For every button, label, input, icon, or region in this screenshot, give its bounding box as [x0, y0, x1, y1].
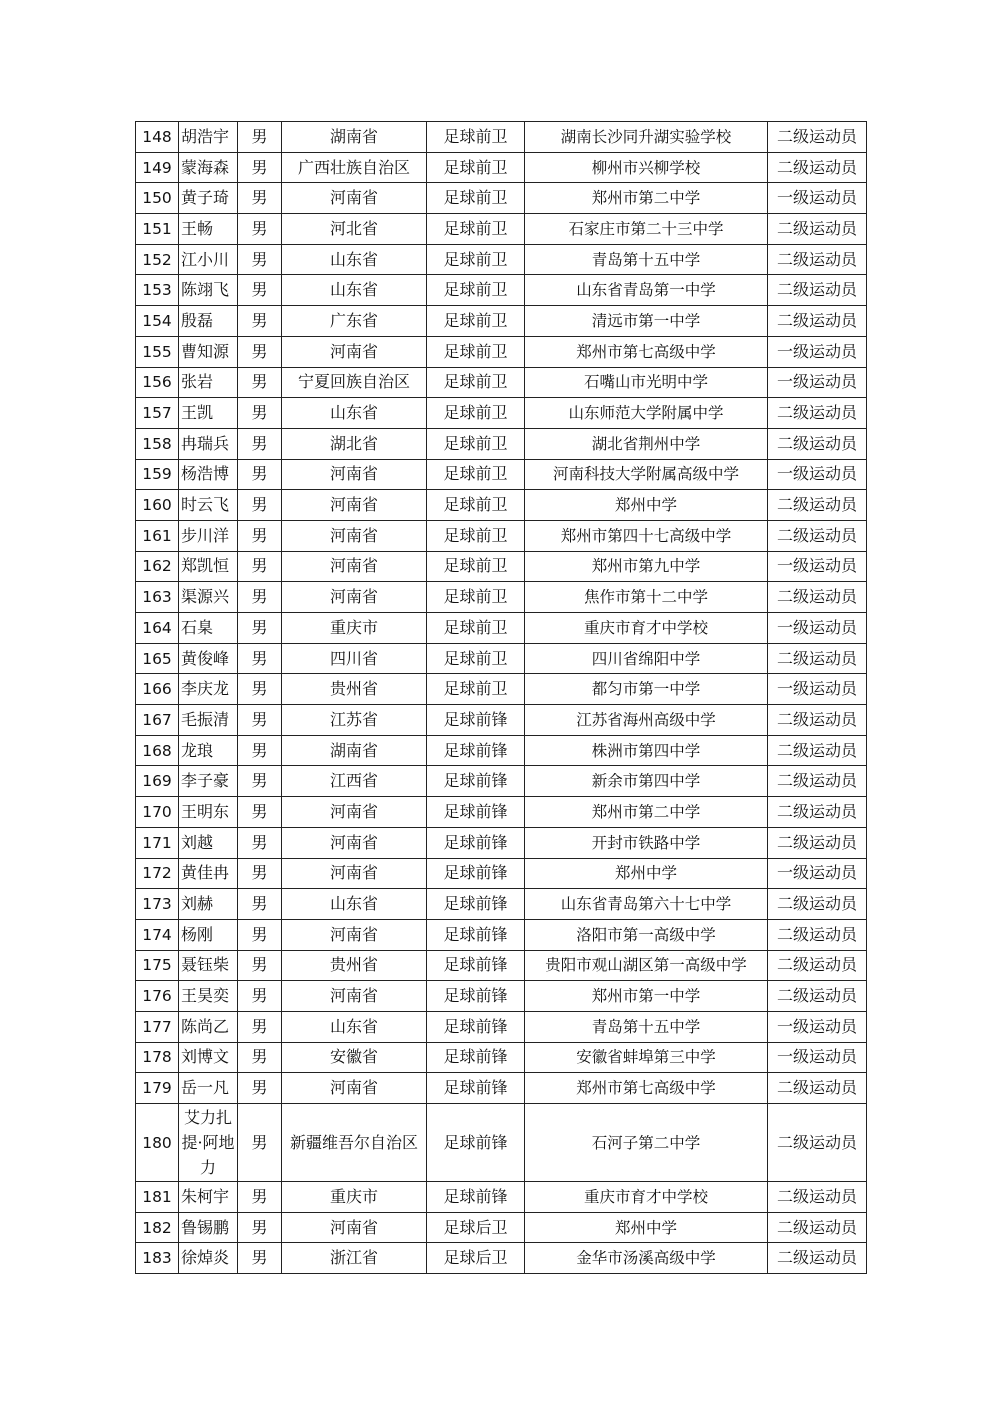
athlete-province: 山东省: [282, 1011, 427, 1042]
athlete-name: 毛振清: [179, 705, 238, 736]
athlete-level: 一级运动员: [768, 336, 867, 367]
row-number: 178: [136, 1042, 179, 1073]
athlete-name: 曹知源: [179, 336, 238, 367]
athlete-position: 足球前锋: [427, 827, 525, 858]
table-row: [136, 367, 867, 398]
athlete-gender: 男: [238, 889, 282, 920]
athlete-position: 足球前卫: [427, 490, 525, 521]
athlete-name: 郑凯恒: [179, 551, 238, 582]
table-row: [136, 152, 867, 183]
athlete-school: 清远市第一中学: [525, 306, 768, 337]
athlete-position: 足球前卫: [427, 367, 525, 398]
table-row: [136, 398, 867, 429]
athlete-gender: 男: [238, 520, 282, 551]
table-row: [136, 214, 867, 245]
row-number: 161: [136, 520, 179, 551]
athlete-level: 二级运动员: [768, 490, 867, 521]
row-number: 166: [136, 674, 179, 705]
row-number: 177: [136, 1011, 179, 1042]
athlete-province: 湖南省: [282, 735, 427, 766]
athlete-gender: 男: [238, 398, 282, 429]
athlete-province: 浙江省: [282, 1243, 427, 1274]
athlete-province: 河南省: [282, 183, 427, 214]
athlete-school: 郑州市第七高级中学: [525, 1073, 768, 1104]
athlete-name: 岳一凡: [179, 1073, 238, 1104]
athlete-roster-table: [135, 121, 867, 1274]
athlete-province: 河北省: [282, 214, 427, 245]
athlete-level: 二级运动员: [768, 766, 867, 797]
athlete-name: 冉瑞兵: [179, 428, 238, 459]
athlete-province: 山东省: [282, 398, 427, 429]
athlete-province: 山东省: [282, 275, 427, 306]
athlete-province: 河南省: [282, 1073, 427, 1104]
athlete-school: 开封市铁路中学: [525, 827, 768, 858]
athlete-name: 杨刚: [179, 919, 238, 950]
athlete-gender: 男: [238, 214, 282, 245]
athlete-level: 二级运动员: [768, 152, 867, 183]
athlete-position: 足球前锋: [427, 735, 525, 766]
row-number: 155: [136, 336, 179, 367]
table-row: [136, 1104, 867, 1182]
athlete-province: 河南省: [282, 797, 427, 828]
athlete-level: 二级运动员: [768, 1073, 867, 1104]
row-number: 153: [136, 275, 179, 306]
athlete-gender: 男: [238, 183, 282, 214]
athlete-province: 宁夏回族自治区: [282, 367, 427, 398]
athlete-gender: 男: [238, 797, 282, 828]
athlete-school: 洛阳市第一高级中学: [525, 919, 768, 950]
row-number: 168: [136, 735, 179, 766]
athlete-school: 郑州市第二中学: [525, 797, 768, 828]
athlete-school: 郑州中学: [525, 490, 768, 521]
athlete-name: 李庆龙: [179, 674, 238, 705]
athlete-position: 足球前锋: [427, 1104, 525, 1182]
athlete-province: 河南省: [282, 459, 427, 490]
table-row: [136, 919, 867, 950]
athlete-position: 足球前卫: [427, 520, 525, 551]
table-row: [136, 122, 867, 153]
table-row: [136, 858, 867, 889]
athlete-school: 山东师范大学附属中学: [525, 398, 768, 429]
athlete-gender: 男: [238, 1011, 282, 1042]
athlete-gender: 男: [238, 674, 282, 705]
athlete-level: 二级运动员: [768, 1182, 867, 1213]
table-row: [136, 981, 867, 1012]
athlete-gender: 男: [238, 551, 282, 582]
athlete-level: 二级运动员: [768, 1104, 867, 1182]
athlete-level: 二级运动员: [768, 950, 867, 981]
athlete-gender: 男: [238, 613, 282, 644]
athlete-school: 株洲市第四中学: [525, 735, 768, 766]
athlete-school: 重庆市育才中学校: [525, 1182, 768, 1213]
athlete-school: 郑州中学: [525, 1212, 768, 1243]
athlete-name: 徐焯炎: [179, 1243, 238, 1274]
athlete-name: 李子豪: [179, 766, 238, 797]
athlete-gender: 男: [238, 428, 282, 459]
table-row: [136, 1182, 867, 1213]
table-row: [136, 244, 867, 275]
athlete-gender: 男: [238, 919, 282, 950]
athlete-name: 蒙海森: [179, 152, 238, 183]
athlete-name: 张岩: [179, 367, 238, 398]
athlete-school: 都匀市第一中学: [525, 674, 768, 705]
table-row: [136, 428, 867, 459]
athlete-name: 刘博文: [179, 1042, 238, 1073]
athlete-level: 二级运动员: [768, 889, 867, 920]
athlete-position: 足球前锋: [427, 766, 525, 797]
athlete-name: 黄俊峰: [179, 643, 238, 674]
table-row: [136, 827, 867, 858]
athlete-school: 青岛第十五中学: [525, 1011, 768, 1042]
row-number: 150: [136, 183, 179, 214]
table-row: [136, 1212, 867, 1243]
athlete-gender: 男: [238, 766, 282, 797]
athlete-name: 时云飞: [179, 490, 238, 521]
athlete-position: 足球前卫: [427, 643, 525, 674]
athlete-position: 足球前卫: [427, 551, 525, 582]
athlete-province: 河南省: [282, 827, 427, 858]
athlete-province: 重庆市: [282, 613, 427, 644]
athlete-position: 足球后卫: [427, 1212, 525, 1243]
row-number: 179: [136, 1073, 179, 1104]
athlete-name: 朱柯宇: [179, 1182, 238, 1213]
athlete-level: 二级运动员: [768, 797, 867, 828]
table-row: [136, 183, 867, 214]
row-number: 173: [136, 889, 179, 920]
row-number: 180: [136, 1104, 179, 1182]
table-row: [136, 275, 867, 306]
athlete-school: 郑州市第二中学: [525, 183, 768, 214]
athlete-name: 王畅: [179, 214, 238, 245]
athlete-position: 足球前锋: [427, 950, 525, 981]
athlete-gender: 男: [238, 152, 282, 183]
athlete-level: 二级运动员: [768, 306, 867, 337]
athlete-level: 二级运动员: [768, 981, 867, 1012]
athlete-level: 一级运动员: [768, 1011, 867, 1042]
athlete-level: 一级运动员: [768, 613, 867, 644]
athlete-province: 安徽省: [282, 1042, 427, 1073]
athlete-name: 江小川: [179, 244, 238, 275]
athlete-position: 足球前卫: [427, 336, 525, 367]
athlete-province: 江西省: [282, 766, 427, 797]
athlete-position: 足球前锋: [427, 919, 525, 950]
athlete-level: 二级运动员: [768, 520, 867, 551]
row-number: 175: [136, 950, 179, 981]
athlete-gender: 男: [238, 705, 282, 736]
athlete-school: 河南科技大学附属高级中学: [525, 459, 768, 490]
row-number: 164: [136, 613, 179, 644]
table-row: [136, 950, 867, 981]
athlete-position: 足球前卫: [427, 244, 525, 275]
athlete-name: 步川洋: [179, 520, 238, 551]
table-row: [136, 1042, 867, 1073]
athlete-name: 殷磊: [179, 306, 238, 337]
athlete-position: 足球前卫: [427, 613, 525, 644]
athlete-gender: 男: [238, 1104, 282, 1182]
athlete-school: 重庆市育才中学校: [525, 613, 768, 644]
athlete-level: 二级运动员: [768, 122, 867, 153]
athlete-position: 足球前锋: [427, 889, 525, 920]
athlete-name: 渠源兴: [179, 582, 238, 613]
row-number: 152: [136, 244, 179, 275]
athlete-school: 青岛第十五中学: [525, 244, 768, 275]
roster-body: [136, 122, 867, 1274]
athlete-school: 石河子第二中学: [525, 1104, 768, 1182]
athlete-position: 足球前锋: [427, 797, 525, 828]
athlete-school: 安徽省蚌埠第三中学: [525, 1042, 768, 1073]
row-number: 148: [136, 122, 179, 153]
athlete-gender: 男: [238, 582, 282, 613]
athlete-gender: 男: [238, 336, 282, 367]
table-row: [136, 797, 867, 828]
athlete-province: 河南省: [282, 858, 427, 889]
athlete-position: 足球前锋: [427, 1011, 525, 1042]
athlete-province: 湖南省: [282, 122, 427, 153]
table-row: [136, 551, 867, 582]
table-row: [136, 1243, 867, 1274]
athlete-school: 郑州市第四十七高级中学: [525, 520, 768, 551]
athlete-level: 一级运动员: [768, 459, 867, 490]
athlete-province: 新疆维吾尔自治区: [282, 1104, 427, 1182]
athlete-province: 贵州省: [282, 950, 427, 981]
row-number: 167: [136, 705, 179, 736]
athlete-province: 河南省: [282, 336, 427, 367]
table-row: [136, 705, 867, 736]
athlete-position: 足球前卫: [427, 582, 525, 613]
table-row: [136, 459, 867, 490]
athlete-level: 一级运动员: [768, 674, 867, 705]
athlete-school: 贵阳市观山湖区第一高级中学: [525, 950, 768, 981]
athlete-province: 山东省: [282, 244, 427, 275]
athlete-province: 河南省: [282, 981, 427, 1012]
athlete-province: 重庆市: [282, 1182, 427, 1213]
row-number: 158: [136, 428, 179, 459]
athlete-level: 一级运动员: [768, 1042, 867, 1073]
athlete-province: 河南省: [282, 490, 427, 521]
athlete-level: 二级运动员: [768, 275, 867, 306]
athlete-name: 陈尚乙: [179, 1011, 238, 1042]
athlete-level: 一级运动员: [768, 551, 867, 582]
athlete-province: 四川省: [282, 643, 427, 674]
athlete-gender: 男: [238, 858, 282, 889]
row-number: 174: [136, 919, 179, 950]
athlete-position: 足球前卫: [427, 275, 525, 306]
athlete-level: 二级运动员: [768, 735, 867, 766]
table-row: [136, 520, 867, 551]
athlete-position: 足球前卫: [427, 152, 525, 183]
athlete-level: 二级运动员: [768, 643, 867, 674]
athlete-gender: 男: [238, 122, 282, 153]
athlete-level: 二级运动员: [768, 582, 867, 613]
athlete-school: 郑州市第七高级中学: [525, 336, 768, 367]
row-number: 165: [136, 643, 179, 674]
athlete-position: 足球前锋: [427, 705, 525, 736]
athlete-school: 石嘴山市光明中学: [525, 367, 768, 398]
table-row: [136, 735, 867, 766]
athlete-province: 江苏省: [282, 705, 427, 736]
athlete-gender: 男: [238, 827, 282, 858]
athlete-school: 郑州市第九中学: [525, 551, 768, 582]
athlete-gender: 男: [238, 1243, 282, 1274]
athlete-province: 广西壮族自治区: [282, 152, 427, 183]
athlete-name: 黄佳冉: [179, 858, 238, 889]
athlete-name: 胡浩宇: [179, 122, 238, 153]
athlete-position: 足球前卫: [427, 122, 525, 153]
athlete-gender: 男: [238, 306, 282, 337]
athlete-school: 山东省青岛第六十七中学: [525, 889, 768, 920]
athlete-name: 陈翊飞: [179, 275, 238, 306]
athlete-position: 足球前卫: [427, 214, 525, 245]
athlete-school: 焦作市第十二中学: [525, 582, 768, 613]
table-row: [136, 582, 867, 613]
athlete-name: 聂钰柴: [179, 950, 238, 981]
athlete-name: 石臬: [179, 613, 238, 644]
athlete-province: 河南省: [282, 520, 427, 551]
athlete-position: 足球前卫: [427, 306, 525, 337]
row-number: 170: [136, 797, 179, 828]
athlete-gender: 男: [238, 950, 282, 981]
row-number: 163: [136, 582, 179, 613]
athlete-province: 河南省: [282, 1212, 427, 1243]
athlete-name: 王凯: [179, 398, 238, 429]
athlete-level: 二级运动员: [768, 919, 867, 950]
athlete-position: 足球前卫: [427, 459, 525, 490]
row-number: 171: [136, 827, 179, 858]
athlete-gender: 男: [238, 981, 282, 1012]
athlete-school: 山东省青岛第一中学: [525, 275, 768, 306]
athlete-position: 足球前卫: [427, 674, 525, 705]
athlete-gender: 男: [238, 490, 282, 521]
athlete-gender: 男: [238, 1182, 282, 1213]
athlete-level: 一级运动员: [768, 367, 867, 398]
athlete-province: 广东省: [282, 306, 427, 337]
row-number: 151: [136, 214, 179, 245]
table-row: [136, 613, 867, 644]
athlete-name: 杨浩博: [179, 459, 238, 490]
athlete-school: 湖南长沙同升湖实验学校: [525, 122, 768, 153]
athlete-name: 王明东: [179, 797, 238, 828]
athlete-position: 足球前锋: [427, 858, 525, 889]
row-number: 172: [136, 858, 179, 889]
row-number: 157: [136, 398, 179, 429]
athlete-position: 足球前锋: [427, 1182, 525, 1213]
athlete-gender: 男: [238, 1073, 282, 1104]
athlete-position: 足球后卫: [427, 1243, 525, 1274]
athlete-name: 龙琅: [179, 735, 238, 766]
table-row: [136, 490, 867, 521]
athlete-province: 河南省: [282, 551, 427, 582]
athlete-school: 石家庄市第二十三中学: [525, 214, 768, 245]
athlete-gender: 男: [238, 367, 282, 398]
athlete-level: 二级运动员: [768, 1212, 867, 1243]
athlete-gender: 男: [238, 244, 282, 275]
athlete-level: 二级运动员: [768, 244, 867, 275]
table-row: [136, 643, 867, 674]
athlete-name: 刘赫: [179, 889, 238, 920]
athlete-name: 鲁锡鹏: [179, 1212, 238, 1243]
athlete-level: 二级运动员: [768, 1243, 867, 1274]
athlete-gender: 男: [238, 735, 282, 766]
athlete-gender: 男: [238, 643, 282, 674]
athlete-province: 河南省: [282, 919, 427, 950]
athlete-school: 新余市第四中学: [525, 766, 768, 797]
row-number: 160: [136, 490, 179, 521]
table-row: [136, 674, 867, 705]
row-number: 154: [136, 306, 179, 337]
athlete-level: 二级运动员: [768, 827, 867, 858]
row-number: 176: [136, 981, 179, 1012]
row-number: 181: [136, 1182, 179, 1213]
athlete-level: 二级运动员: [768, 705, 867, 736]
athlete-position: 足球前卫: [427, 398, 525, 429]
athlete-level: 一级运动员: [768, 183, 867, 214]
athlete-position: 足球前锋: [427, 1042, 525, 1073]
row-number: 182: [136, 1212, 179, 1243]
athlete-school: 柳州市兴柳学校: [525, 152, 768, 183]
athlete-position: 足球前锋: [427, 981, 525, 1012]
row-number: 149: [136, 152, 179, 183]
athlete-level: 一级运动员: [768, 858, 867, 889]
athlete-province: 贵州省: [282, 674, 427, 705]
row-number: 169: [136, 766, 179, 797]
athlete-gender: 男: [238, 1212, 282, 1243]
athlete-name: 王昊奕: [179, 981, 238, 1012]
table-row: [136, 766, 867, 797]
athlete-school: 江苏省海州高级中学: [525, 705, 768, 736]
athlete-school: 郑州市第一中学: [525, 981, 768, 1012]
athlete-position: 足球前卫: [427, 183, 525, 214]
athlete-school: 郑州中学: [525, 858, 768, 889]
athlete-province: 河南省: [282, 582, 427, 613]
athlete-name: 艾力扎提·阿地力: [179, 1104, 238, 1182]
athlete-school: 金华市汤溪高级中学: [525, 1243, 768, 1274]
table-row: [136, 306, 867, 337]
athlete-gender: 男: [238, 459, 282, 490]
table-row: [136, 336, 867, 367]
athlete-position: 足球前卫: [427, 428, 525, 459]
athlete-province: 湖北省: [282, 428, 427, 459]
athlete-level: 二级运动员: [768, 214, 867, 245]
row-number: 183: [136, 1243, 179, 1274]
athlete-school: 湖北省荆州中学: [525, 428, 768, 459]
table-row: [136, 1073, 867, 1104]
table-row: [136, 1011, 867, 1042]
athlete-name: 刘越: [179, 827, 238, 858]
athlete-gender: 男: [238, 275, 282, 306]
row-number: 156: [136, 367, 179, 398]
athlete-position: 足球前锋: [427, 1073, 525, 1104]
table-row: [136, 889, 867, 920]
row-number: 162: [136, 551, 179, 582]
athlete-level: 二级运动员: [768, 398, 867, 429]
row-number: 159: [136, 459, 179, 490]
athlete-province: 山东省: [282, 889, 427, 920]
athlete-name: 黄子琦: [179, 183, 238, 214]
athlete-level: 二级运动员: [768, 428, 867, 459]
athlete-gender: 男: [238, 1042, 282, 1073]
athlete-school: 四川省绵阳中学: [525, 643, 768, 674]
